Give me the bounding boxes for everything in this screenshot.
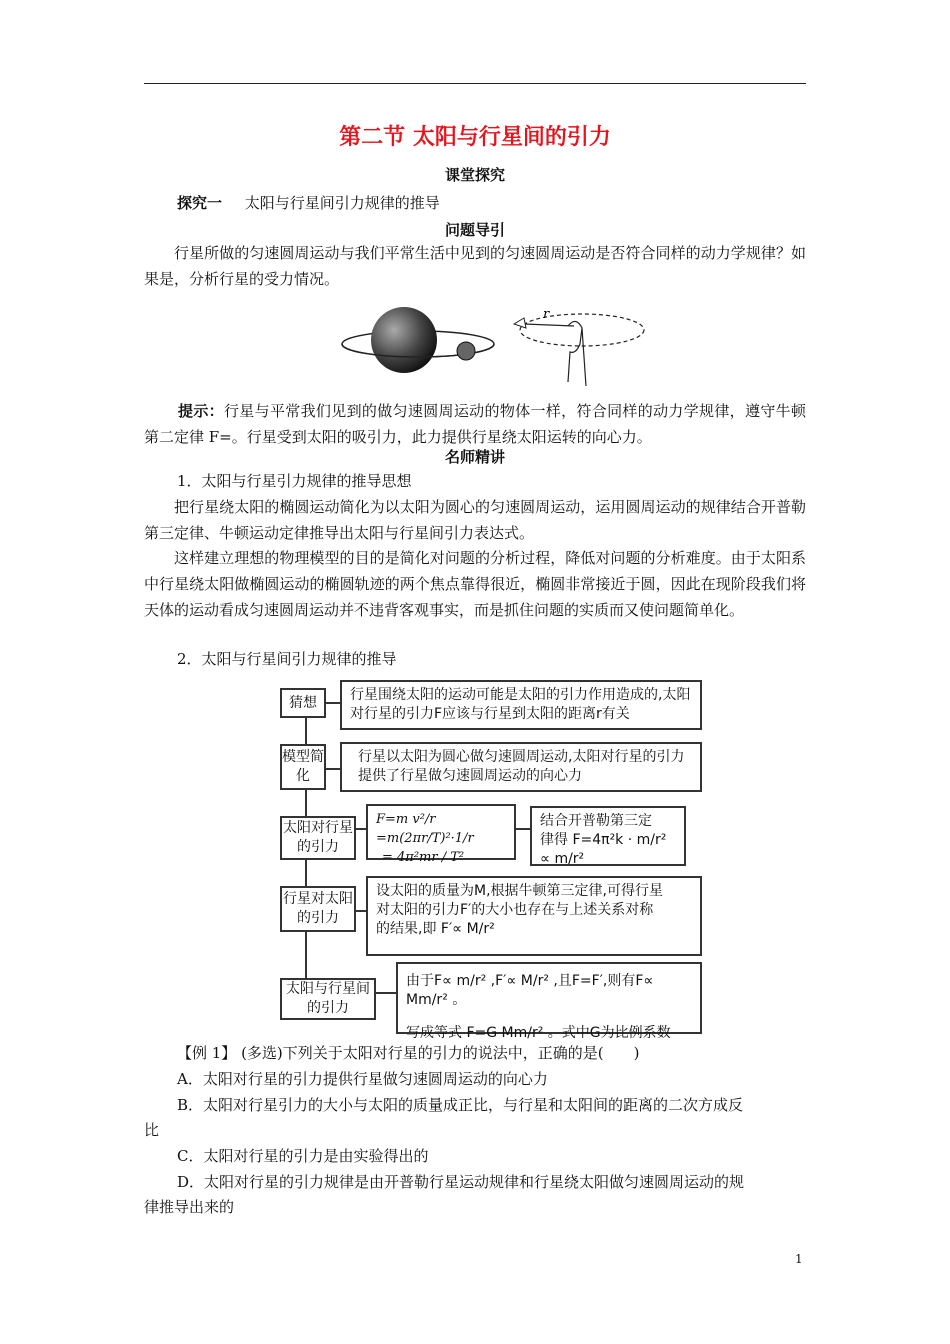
mutual-line2: 写成等式 F=G Mm/r² 。式中G为比例系数 xyxy=(406,1025,671,1041)
step-sun-on-planet-label: 太阳对行星的引力 xyxy=(280,816,356,860)
point2-title: 2．太阳与行星间引力规律的推导 xyxy=(177,650,397,668)
option-b-line1: B．太阳对行星引力的大小与太阳的质量成正比，与行星和太阳间的距离的二次方成反 xyxy=(177,1096,744,1114)
formula-line1: F=m v²/r =m(2πr/T)²·1/r xyxy=(376,812,474,846)
teacher-heading: 名师精讲 xyxy=(444,448,505,466)
step-model-text: 行星以太阳为圆心做匀速圆周运动,太阳对行星的引力提供了行星做匀速圆周运动的向心力 xyxy=(340,742,702,792)
hint-paragraph xyxy=(144,398,806,450)
option-a: A．太阳对行星的引力提供行星做匀速圆周运动的向心力 xyxy=(177,1070,548,1088)
step-mutual-label: 太阳与行星间的引力 xyxy=(280,978,376,1020)
hint-text: 行星与平常我们见到的做匀速圆周运动的物体一样，符合同样的动力学规律，遵守牛顿第二定律 F=。行星受到太阳的吸引力，此力提供行星绕太阳运转的向心力。 xyxy=(144,402,806,446)
header-rule xyxy=(144,83,806,84)
option-b-line2: 比 xyxy=(144,1121,160,1139)
step-guess-label: 猜想 xyxy=(280,688,326,718)
kepler-line1: 结合开普勒第三定 xyxy=(540,813,652,829)
planet-on-sun-line2: 对太阳的引力F′的大小也存在与上述关系对称 xyxy=(376,902,654,918)
step-planet-on-sun-text xyxy=(366,876,702,956)
step-guess-text: 行星围绕太阳的运动可能是太阳的引力作用造成的,太阳对行星的引力F应该与行星到太阳的距离r有关 xyxy=(340,680,702,730)
point1-paragraph2: 这样建立理想的物理模型的目的是简化对问题的分析过程，降低对问题的分析难度。由于太阳系中行星绕太阳做椭圆运动的椭圆轨迹的两个焦点靠得很近，椭圆非常接近于圆，因此在现阶段我们将天体的运动看成匀速圆周运动并不违背客观事实，而是抓住问题的实质而又使问题简单化。 xyxy=(144,549,806,619)
explore-heading xyxy=(177,193,440,213)
step-model-label: 模型简化 xyxy=(280,744,326,790)
sun-sphere xyxy=(371,307,437,373)
kepler-line2: 律得 F=4π²k · m/r² ∝ m/r² xyxy=(540,832,667,867)
radius-label: r xyxy=(543,307,550,322)
page-number: 1 xyxy=(795,1252,803,1266)
derivation-flowchart xyxy=(276,676,706,1041)
planet-on-sun-line1: 设太阳的质量为M,根据牛顿第三定律,可得行星 xyxy=(376,883,663,899)
explore-label: 探究一 xyxy=(177,194,223,212)
orbit-figure xyxy=(338,296,650,388)
point1-title: 1．太阳与行星引力规律的推导思想 xyxy=(177,472,412,490)
step-kepler-box xyxy=(530,806,686,866)
example-stem: 【例 1】 (多选)下列关于太阳对行星的引力的说法中，正确的是( ) xyxy=(177,1044,640,1062)
hand-icon xyxy=(568,321,586,386)
option-d-line2: 律推导出来的 xyxy=(144,1198,235,1216)
hint-label: 提示： xyxy=(178,402,224,420)
planet-on-sun-line3: 的结果,即 F′∝ M/r² xyxy=(376,921,495,937)
question-heading: 问题导引 xyxy=(444,221,505,239)
section-heading: 课堂探究 xyxy=(444,166,505,184)
planet-ball xyxy=(457,342,475,360)
step-sun-on-planet-formula xyxy=(366,804,516,865)
formula-line2: = 4π²mr / T² xyxy=(382,850,465,865)
point1-paragraph1: 把行星绕太阳的椭圆运动简化为以太阳为圆心的匀速圆周运动，运用圆周运动的规律结合开普勒第三定律、牛顿运动定律推导出太阳与行星间引力表达式。 xyxy=(144,498,806,542)
option-d-line1: D．太阳对行星的引力规律是由开普勒行星运动规律和行星绕太阳做匀速圆周运动的规 xyxy=(177,1173,745,1191)
option-c: C．太阳对行星的引力是由实验得出的 xyxy=(177,1147,429,1165)
page-title: 第二节 太阳与行星间的引力 xyxy=(339,124,611,150)
explore-title: 太阳与行星间引力规律的推导 xyxy=(244,194,440,212)
step-planet-on-sun-label: 行星对太阳的引力 xyxy=(280,886,356,932)
question-text: 行星所做的匀速圆周运动与我们平常生活中见到的匀速圆周运动是否符合同样的动力学规律？如果是，分析行星的受力情况。 xyxy=(144,244,806,288)
mutual-line1: 由于F∝ m/r² ,F′∝ M/r² ,且F=F′,则有F∝ Mm/r² 。 xyxy=(406,973,654,1008)
step-mutual-text xyxy=(396,962,702,1041)
